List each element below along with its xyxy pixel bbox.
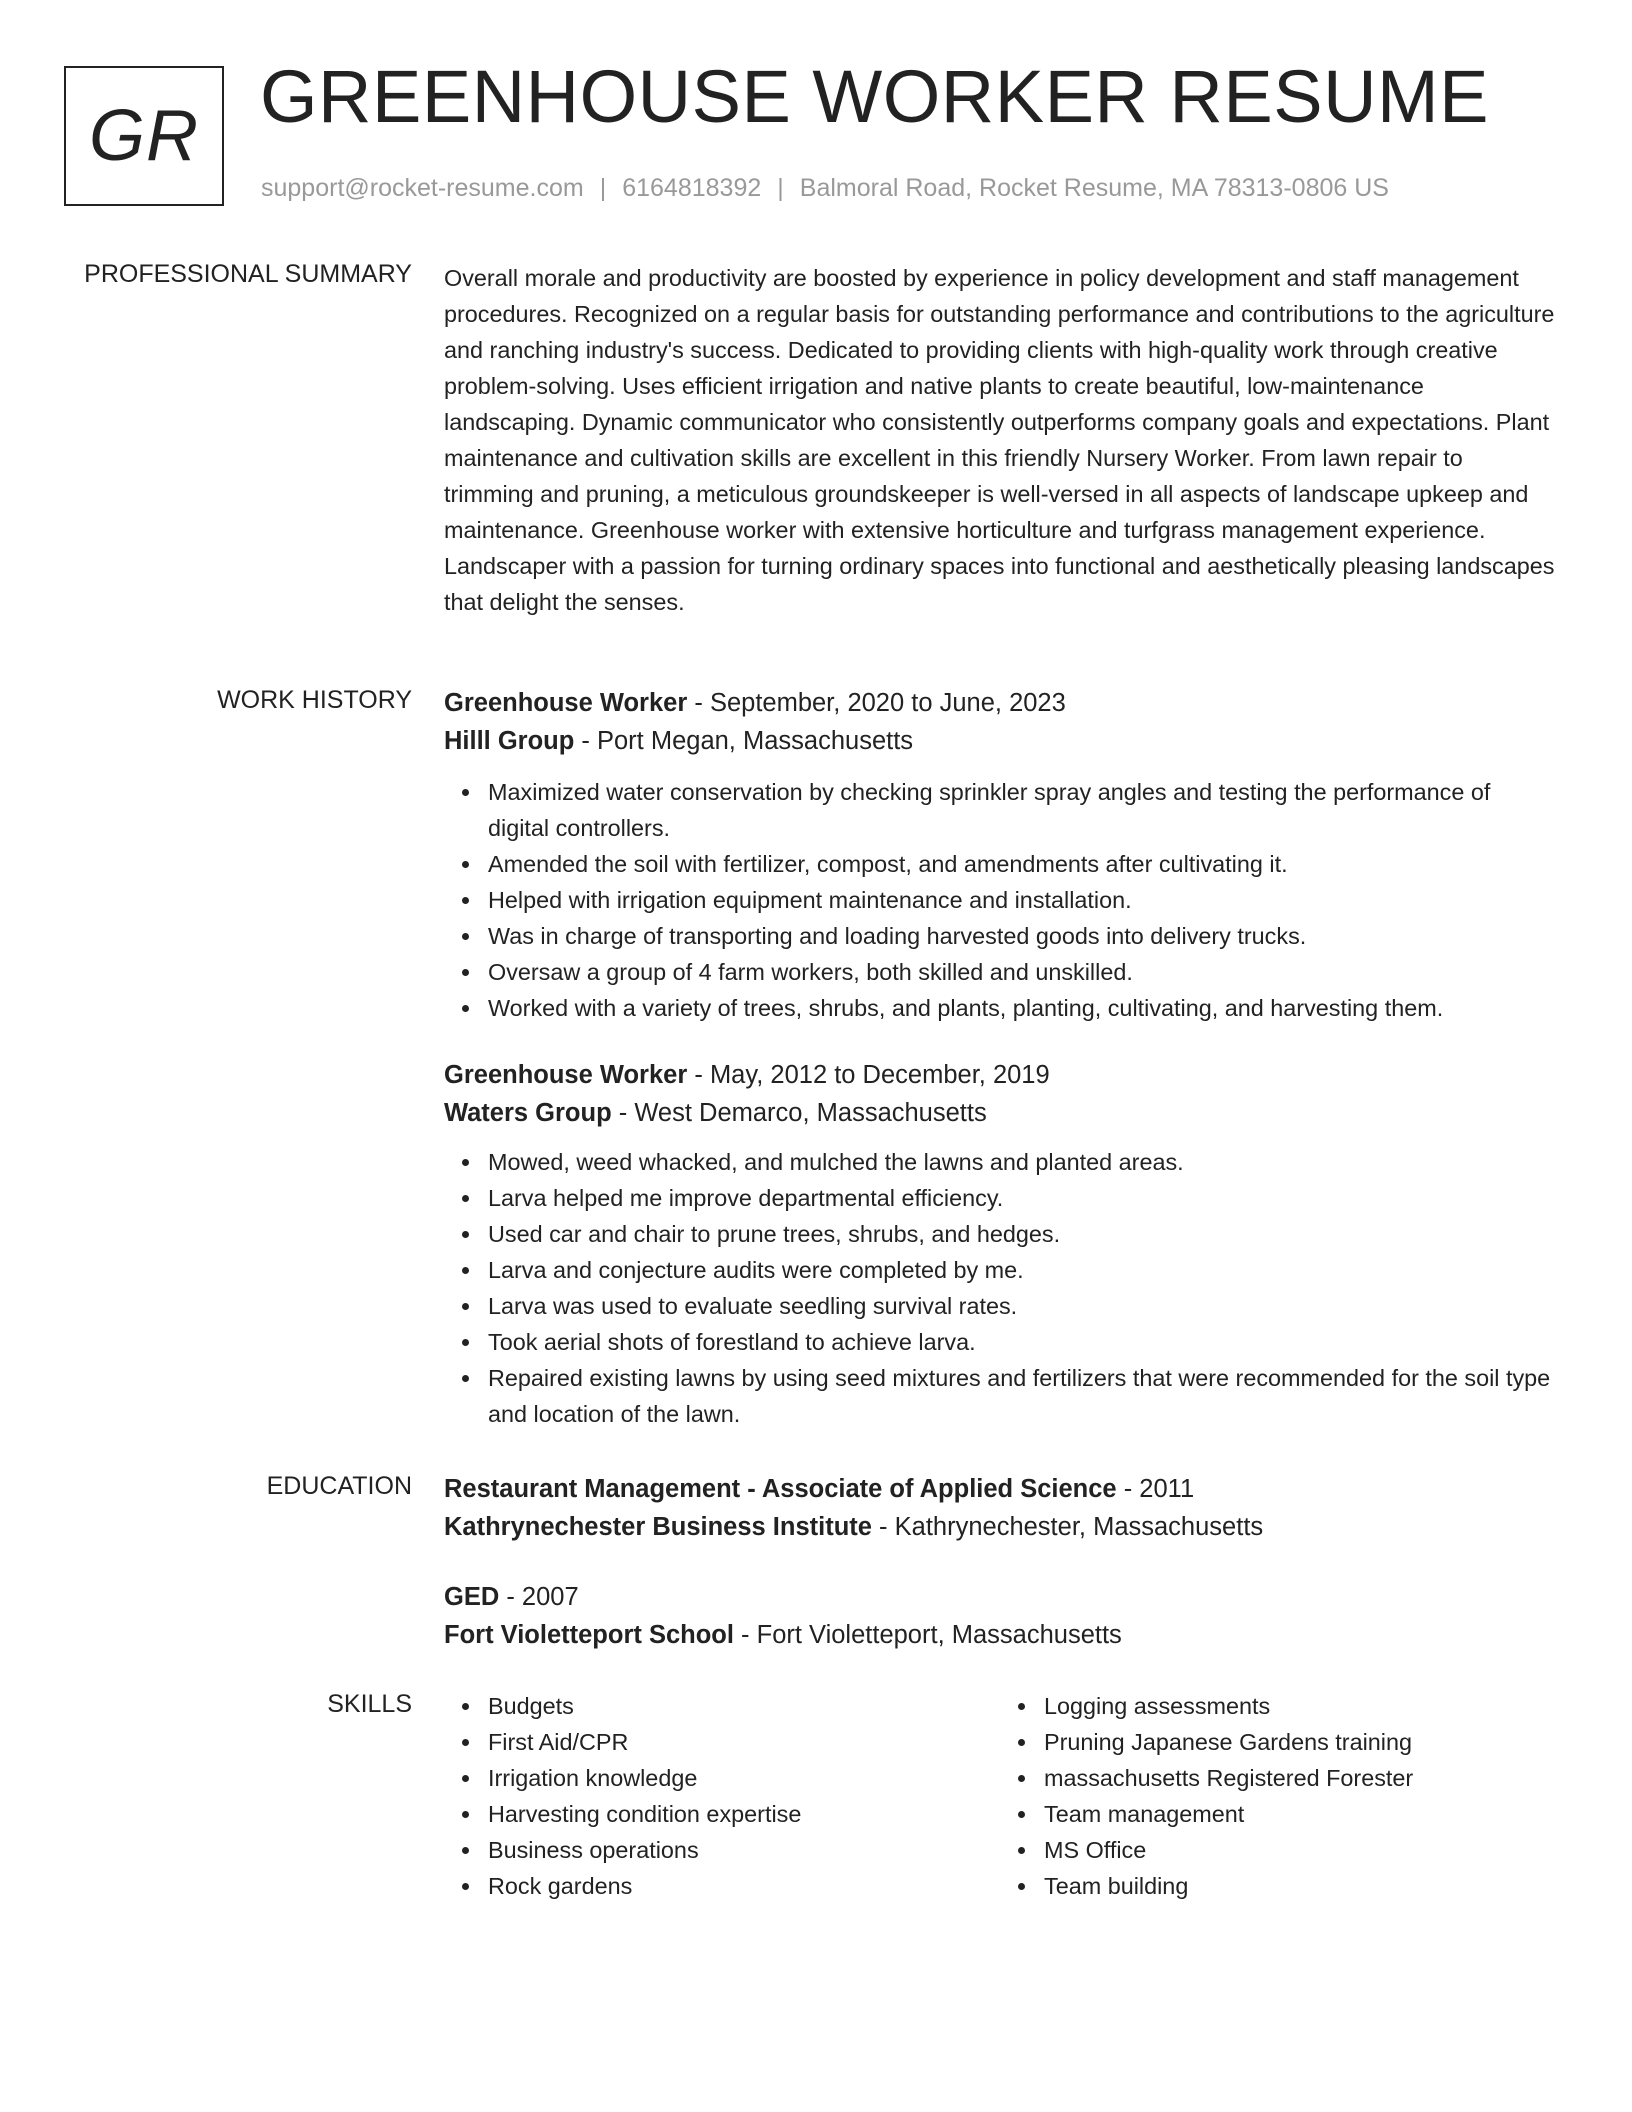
list-item: Larva and conjecture audits were completed by me.	[488, 1252, 1556, 1288]
skill-item: Rock gardens	[488, 1868, 1000, 1904]
job-bullets	[444, 774, 1556, 1026]
list-item: Amended the soil with fertilizer, compost, and amendments after cultivating it.	[488, 846, 1556, 882]
summary-text: Overall morale and productivity are boosted by experience in policy development and staff management procedures. Recognized on a regular basis for outstanding performance and contributions to the agriculture and ranching industry's success. Dedicated to providing clients with high-quality work through creative problem-solving. Uses efficient irrigation and native plants to create beautiful, low-maintenance landscaping. Dynamic communicator who consistently outperforms company goals and expectations. Plant maintenance and cultivation skills are excellent in this friendly Nursery Worker. From lawn repair to trimming and pruning, a meticulous groundskeeper is well-versed in all aspects of landscape upkeep and maintenance. Greenhouse worker with extensive horticulture and turfgrass management experience. Landscaper with a passion for turning ordinary spaces into functional and aesthetically pleasing landscapes that delight the senses.	[444, 265, 1555, 615]
skill-item: Business operations	[488, 1832, 1000, 1868]
skill-item: MS Office	[1044, 1832, 1556, 1868]
skills-list-left	[444, 1688, 1000, 1904]
job-title-line	[444, 1056, 1556, 1094]
school-line	[444, 1508, 1556, 1546]
job-title: Greenhouse Worker	[444, 689, 688, 717]
degree-year: - 2007	[499, 1583, 579, 1611]
skill-item: First Aid/CPR	[488, 1724, 1000, 1760]
skills-body	[444, 1688, 1556, 1904]
school-line	[444, 1616, 1556, 1654]
contact-separator: |	[777, 174, 784, 202]
education-entry	[444, 1578, 1556, 1654]
list-item: Was in charge of transporting and loading harvested goods into delivery trucks.	[488, 918, 1556, 954]
list-item: Helped with irrigation equipment maintenance and installation.	[488, 882, 1556, 918]
contact-line	[261, 174, 1389, 203]
job-bullets	[444, 1144, 1556, 1432]
skill-item: Pruning Japanese Gardens training	[1044, 1724, 1556, 1760]
job-location: - West Demarco, Massachusetts	[611, 1099, 987, 1127]
skill-item: Team management	[1044, 1796, 1556, 1832]
education-entry	[444, 1470, 1556, 1546]
job-company-line	[444, 1094, 1556, 1132]
degree: Restaurant Management - Associate of Applied Science	[444, 1475, 1117, 1503]
list-item: Took aerial shots of forestland to achieve larva.	[488, 1324, 1556, 1360]
section-label-summary: PROFESSIONAL SUMMARY	[84, 260, 412, 288]
job-location: - Port Megan, Massachusetts	[574, 727, 914, 755]
degree-line	[444, 1470, 1556, 1508]
list-item: Larva helped me improve departmental efficiency.	[488, 1180, 1556, 1216]
contact-separator: |	[599, 174, 607, 202]
skill-item: Logging assessments	[1044, 1688, 1556, 1724]
list-item: Maximized water conservation by checking sprinkler spray angles and testing the performance of digital controllers.	[488, 774, 1556, 846]
skill-item: massachusetts Registered Forester	[1044, 1760, 1556, 1796]
school: Kathrynechester Business Institute	[444, 1513, 872, 1541]
skills-columns	[444, 1688, 1556, 1904]
list-item: Worked with a variety of trees, shrubs, and plants, planting, cultivating, and harvesting them.	[488, 990, 1556, 1026]
job-company-line	[444, 722, 1556, 760]
contact-email[interactable]: support@rocket-resume.com	[261, 174, 584, 202]
job-company: Waters Group	[444, 1099, 612, 1127]
resume-title: GREENHOUSE WORKER RESUME	[260, 55, 1490, 138]
list-item: Larva was used to evaluate seedling survival rates.	[488, 1288, 1556, 1324]
summary-body	[444, 260, 1556, 620]
list-item: Mowed, weed whacked, and mulched the lawns and planted areas.	[488, 1144, 1556, 1180]
school-location: - Fort Violetteport, Massachusetts	[733, 1621, 1122, 1649]
list-item: Oversaw a group of 4 farm workers, both skilled and unskilled.	[488, 954, 1556, 990]
education-body	[444, 1470, 1556, 1654]
skill-item: Team building	[1044, 1868, 1556, 1904]
section-label-work-history: WORK HISTORY	[217, 686, 412, 714]
list-item: Used car and chair to prune trees, shrubs, and hedges.	[488, 1216, 1556, 1252]
section-label-skills: SKILLS	[327, 1690, 412, 1718]
job-entry	[444, 1056, 1556, 1432]
job-company: Hilll Group	[444, 727, 575, 755]
skill-item: Budgets	[488, 1688, 1000, 1724]
job-title: Greenhouse Worker	[444, 1061, 688, 1089]
contact-address: Balmoral Road, Rocket Resume, MA 78313-0806 US	[799, 174, 1389, 202]
skill-item: Harvesting condition expertise	[488, 1796, 1000, 1832]
job-dates: - September, 2020 to June, 2023	[687, 689, 1066, 717]
degree-line	[444, 1578, 1556, 1616]
work-history-body	[444, 684, 1556, 1432]
job-title-line	[444, 684, 1556, 722]
list-item: Repaired existing lawns by using seed mixtures and fertilizers that were recommended for the soil type and location of the lawn.	[488, 1360, 1556, 1432]
section-label-education: EDUCATION	[266, 1472, 412, 1500]
job-entry	[444, 684, 1556, 1026]
degree: GED	[444, 1583, 500, 1611]
contact-phone[interactable]: 6164818392	[622, 174, 762, 202]
school: Fort Violetteport School	[444, 1621, 734, 1649]
skills-list-right	[1000, 1688, 1556, 1904]
degree-year: - 2011	[1116, 1475, 1195, 1503]
monogram: GR	[64, 66, 224, 206]
skill-item: Irrigation knowledge	[488, 1760, 1000, 1796]
school-location: - Kathrynechester, Massachusetts	[871, 1513, 1264, 1541]
job-dates: - May, 2012 to December, 2019	[687, 1061, 1050, 1089]
